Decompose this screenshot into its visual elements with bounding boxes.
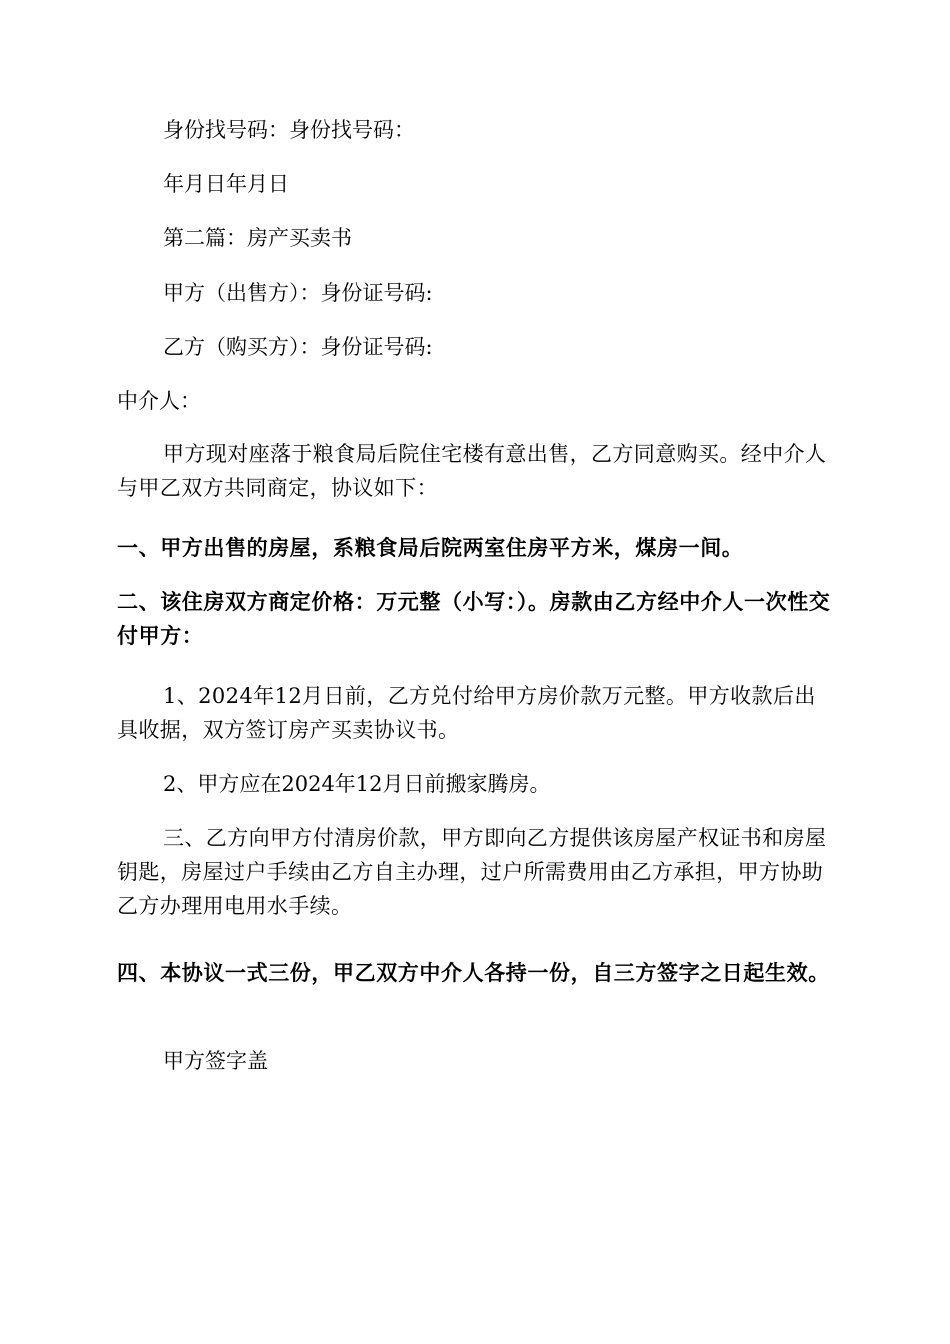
id-number-line: 身份找号码：身份找号码： [163, 118, 415, 142]
intermediary-line: 中介人： [117, 389, 201, 413]
clause-three: 三、乙方向甲方付清房价款，甲方即向乙方提供该房屋产权证书和房屋钥匙，房屋过户手续由乙方自主办理，过户所需费用由乙方承担，甲方协助乙方办理用电用水手续。 [117, 826, 827, 918]
date-line: 年月日年月日 [163, 172, 289, 196]
party-a-line: 甲方（出售方）：身份证号码: [163, 281, 433, 305]
party-b-line: 乙方（购买方）：身份证号码: [163, 335, 433, 359]
clause-two: 二、该住房双方商定价格：万元整（小写：）。房款由乙方经中介人一次性交付甲方： [117, 590, 831, 648]
signature-line: 甲方签字盖 [163, 1049, 268, 1073]
payment-item-1: 1、2024年12月日前，乙方兑付给甲方房价款万元整。甲方收款后出具收据，双方签订房产买卖协议书。 [117, 684, 816, 742]
clause-one: 一、甲方出售的房屋，系粮食局后院两室住房平方米，煤房一间。 [117, 536, 744, 560]
payment-item-2: 2、甲方应在2024年12月日前搬家腾房。 [163, 772, 551, 796]
clause-four: 四、本协议一式三份，甲乙双方中介人各持一份，自三方签字之日起生效。 [117, 961, 830, 985]
section-title: 第二篇：房产买卖书 [163, 226, 352, 250]
intro-paragraph: 甲方现对座落于粮食局后院住宅楼有意出售，乙方同意购买。经中介人与甲乙双方共同商定，协议如下： [117, 442, 827, 500]
